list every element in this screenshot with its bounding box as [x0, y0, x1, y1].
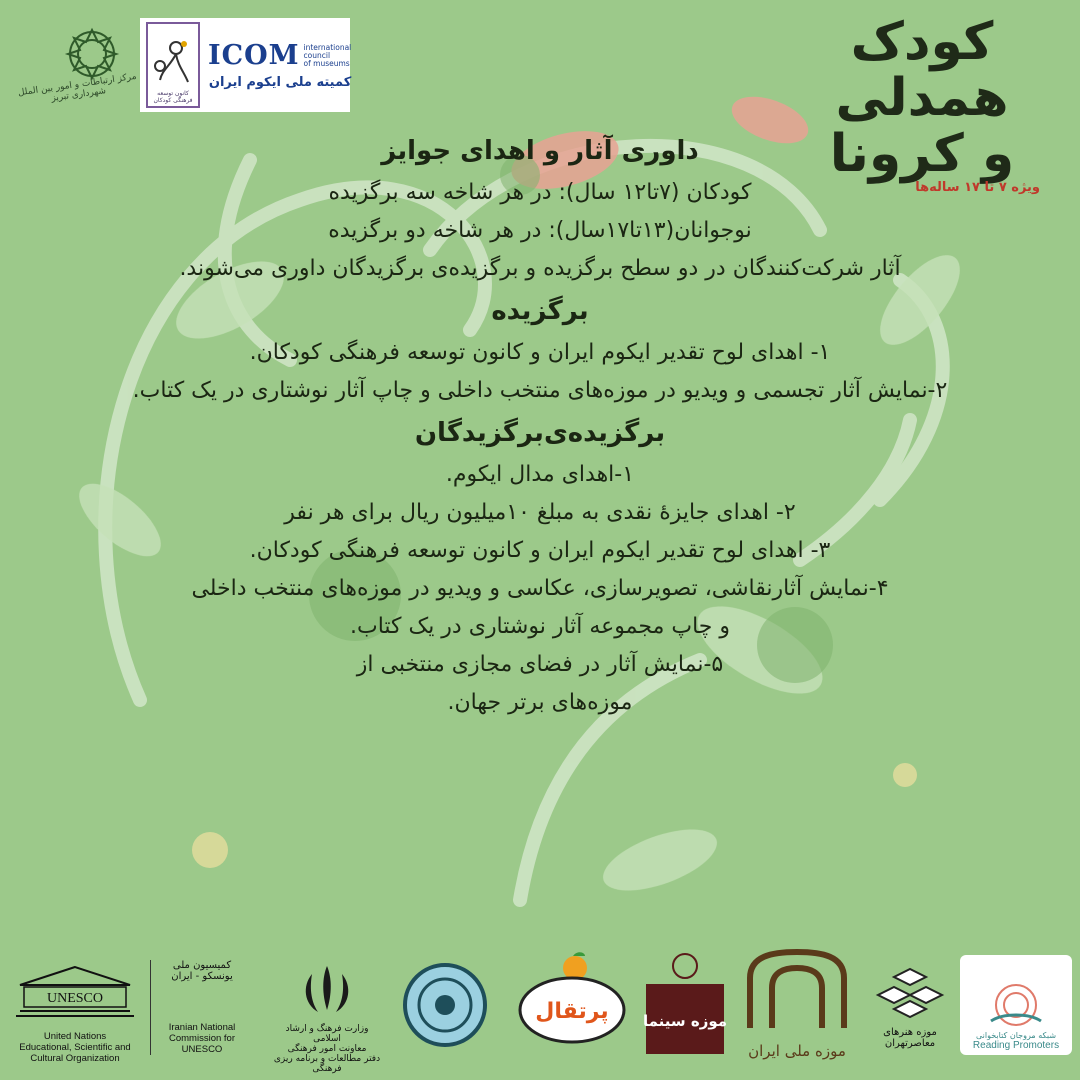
- partner-logo-box: [140, 18, 350, 112]
- cinema-museum-logo: [640, 952, 730, 1060]
- commission-fa-line: یونسکو - ایران: [171, 971, 233, 982]
- ministry-logo: [272, 960, 382, 1074]
- cubes-icon: [870, 965, 950, 1023]
- campaign-title-line: و کرونا: [829, 124, 1015, 184]
- orange-icon: [515, 952, 630, 1052]
- campaign-title-line: کودک: [850, 12, 994, 72]
- tehran-museum-line: موزه هنرهای: [883, 1027, 937, 1038]
- reading-fa: شبکه مروجان کتابخوانی: [975, 1031, 1057, 1040]
- icom-side-line: council: [303, 50, 331, 60]
- national-museum-arch-icon: [742, 948, 852, 1068]
- top-line: ۴-نمایش آثارنقاشی، تصویرسازی، عکاسی و ویدیو در موزه‌های منتخب داخلی: [191, 576, 889, 601]
- unesco-caption-line: Cultural Organization: [30, 1053, 120, 1064]
- commission-en-line: UNESCO: [181, 1044, 223, 1055]
- icom-committee-label: کمیته ملی ایکوم ایران: [208, 75, 352, 90]
- campaign-title-line: همدلی: [835, 68, 1009, 128]
- tehran-museum-logo: [870, 965, 950, 1049]
- ministry-line: وزارت فرهنگ و ارشاد اسلامی: [285, 1024, 369, 1044]
- selected-line: ۱- اهدای لوح تقدیر ایکوم ایران و کانون توسعه فرهنگی کودکان.: [249, 340, 831, 365]
- portaghal-logo: [515, 952, 630, 1052]
- reading-en: Reading Promoters: [972, 1040, 1060, 1051]
- commission-en-line: Iranian National: [168, 1022, 236, 1033]
- commission-fa-line: کمیسیون ملی: [172, 960, 232, 971]
- partner-circle-logo: [395, 960, 495, 1050]
- top-line: ۱-اهدای مدال ایکوم.: [445, 462, 635, 487]
- cinema-museum-icon: [640, 952, 730, 1060]
- tabriz-caption: مرکز ارتباطات و امور بین الملل شهرداری تبریز: [17, 71, 138, 104]
- selected-line: ۲-نمایش آثار تجسمی و ویدیو در موزه‌های منتخب داخلی و چاپ آثار نوشتاری در یک کتاب.: [132, 378, 948, 403]
- awards-content: [30, 124, 1050, 722]
- commission-fa: [157, 960, 247, 982]
- unesco-caption-line: United Nations: [43, 1031, 107, 1042]
- heading-top-selected: برگزیده‌ی‌برگزیدگان: [414, 418, 666, 448]
- heading-judging: داوری آثار و اهدای جوایز: [381, 136, 699, 166]
- cinema-museum-word: موزه سینما: [642, 1012, 728, 1030]
- national-museum-word: موزه ملی ایران: [748, 1042, 846, 1060]
- ornament-circle-icon: [395, 960, 495, 1050]
- unesco-word: UNESCO: [46, 991, 104, 1006]
- iran-emblem-icon: [272, 960, 382, 1020]
- ministry-line: دفتر مطالعات و برنامه ریزی فرهنگی: [273, 1054, 381, 1074]
- top-line: ۲- اهدای جایزهٔ نقدی به مبلغ ۱۰میلیون ریال برای هر نفر: [284, 500, 796, 525]
- judging-line: نوجوانان(۱۳تا۱۷سال): در هر شاخه دو برگزیده: [328, 218, 752, 243]
- unesco-commission: [150, 960, 247, 1055]
- top-line: ۳- اهدای لوح تقدیر ایکوم ایران و کانون توسعه فرهنگی کودکان.: [249, 538, 831, 563]
- ministry-line: معاونت امور فرهنگی: [287, 1044, 367, 1054]
- kanoon-logo: [146, 22, 200, 108]
- icom-wordmark: ICOM: [208, 40, 300, 71]
- ministry-caption: [272, 1024, 382, 1074]
- portaghal-word: پرتقال: [535, 999, 609, 1024]
- icom-side-line: international: [303, 42, 352, 52]
- campaign-subtitle: ویژه ۷ تا ۱۷ ساله‌ها: [915, 180, 1040, 195]
- heading-selected: برگزیده: [491, 296, 589, 326]
- unesco-caption: [10, 1031, 140, 1064]
- book-flower-icon: [971, 981, 1061, 1031]
- judging-line: آثار شرکت‌کنندگان در دو سطح برگزیده و برگزیده‌ی برگزیدگان داوری می‌شوند.: [179, 256, 901, 281]
- icom-side-line: of museums: [303, 58, 350, 68]
- commission-en: [157, 1022, 247, 1055]
- reading-promoters-logo: [960, 955, 1072, 1055]
- unesco-temple-icon: [10, 965, 140, 1027]
- icom-logo: [208, 40, 351, 90]
- commission-en-line: Commission for: [169, 1033, 235, 1044]
- top-line: ۵-نمایش آثار در فضای مجازی منتخبی از: [356, 652, 724, 677]
- footer-logos: [0, 940, 1080, 1080]
- unesco-caption-line: Educational, Scientific and: [19, 1042, 131, 1053]
- tehran-museum-caption: [870, 1027, 950, 1049]
- icom-side-text: [304, 44, 352, 68]
- judging-line: کودکان (۷تا۱۲ سال): در هر شاخه سه برگزیده: [328, 180, 752, 205]
- top-line: و چاپ مجموعه آثار نوشتاری در یک کتاب.: [349, 614, 730, 639]
- national-museum-logo: [742, 948, 852, 1068]
- reading-box: [960, 955, 1072, 1055]
- kanoon-figure-icon: [148, 36, 198, 88]
- unesco-logo: [10, 965, 140, 1064]
- tehran-museum-line: معاصرتهران: [884, 1038, 936, 1049]
- top-line: موزه‌های برتر جهان.: [447, 690, 633, 715]
- kanoon-caption: کانون توسعه فرهنگی کودکان: [153, 90, 193, 104]
